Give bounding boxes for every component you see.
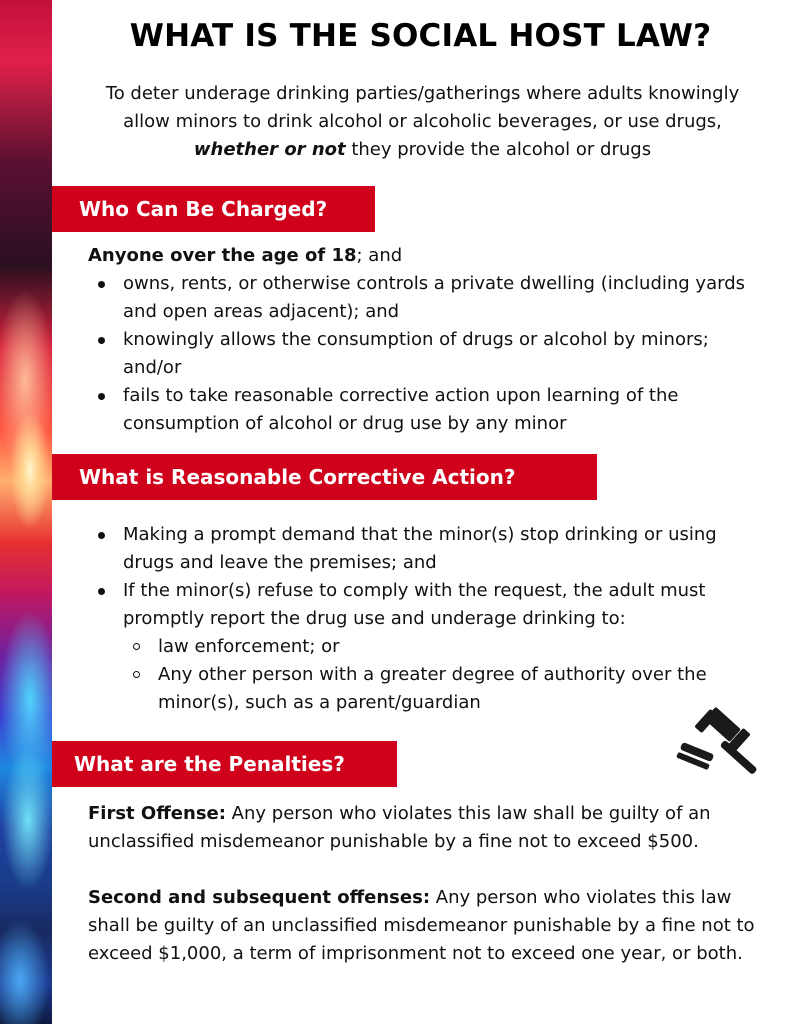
who-lead: [88, 242, 748, 270]
who-list: [88, 270, 748, 438]
who-lead-rest: ; and: [356, 245, 403, 266]
who-lead-bold: Anyone over the age of 18: [88, 245, 357, 266]
page-title: WHAT IS THE SOCIAL HOST LAW?: [129, 18, 712, 54]
list-item: Making a prompt demand that the minor(s) stop drinking or using drugs and leave the premises; and: [88, 521, 748, 577]
intro-paragraph: [80, 80, 765, 164]
police-lights-photo-strip: [0, 0, 52, 1024]
corrective-list: [88, 521, 748, 633]
corrective-action-heading: What is Reasonable Corrective Action?: [52, 454, 597, 500]
intro-text-start: To deter underage drinking parties/gatherings where adults knowingly allow minors to drink alcohol or alcoholic beverages, or use drugs,: [105, 83, 740, 132]
list-item: knowingly allows the consumption of drugs or alcohol by minors; and/or: [88, 326, 748, 382]
list-item: fails to take reasonable corrective action upon learning of the consumption of alcohol or drug use by any minor: [88, 382, 748, 438]
spacer: [88, 856, 768, 884]
first-offense: [88, 800, 768, 856]
second-offense-label: Second and subsequent offenses:: [88, 887, 431, 908]
who-can-be-charged-heading: Who Can Be Charged?: [52, 186, 375, 232]
who-can-be-charged-section: [88, 242, 748, 438]
second-offense: [88, 884, 768, 968]
second-offense-text: Any person who violates this law shall be guilty of an unclassified misdemeanor punishable by a fine not to exceed $1,000, a term of imprisonment not to exceed one year, or both.: [88, 887, 755, 964]
corrective-action-section: [88, 521, 748, 717]
list-item: If the minor(s) refuse to comply with the request, the adult must promptly report the drug use and underage drinking to:: [88, 577, 748, 633]
intro-text-end: they provide the alcohol or drugs: [345, 139, 652, 160]
penalties-heading: What are the Penalties?: [52, 741, 397, 787]
first-offense-label: First Offense:: [88, 803, 226, 824]
report-to-list: [123, 633, 748, 717]
gavel-icon: [676, 706, 768, 784]
sub-list-item: Any other person with a greater degree of authority over the minor(s), such as a parent/guardian: [123, 661, 748, 717]
list-item: owns, rents, or otherwise controls a private dwelling (including yards and open areas adjacent); and: [88, 270, 748, 326]
intro-emphasis: whether or not: [193, 139, 346, 160]
penalties-section: [88, 800, 768, 968]
first-offense-text: Any person who violates this law shall be guilty of an unclassified misdemeanor punishable by a fine not to exceed $500.: [88, 803, 711, 852]
flyer-content: [52, 0, 789, 1024]
sub-list-item: law enforcement; or: [123, 633, 748, 661]
